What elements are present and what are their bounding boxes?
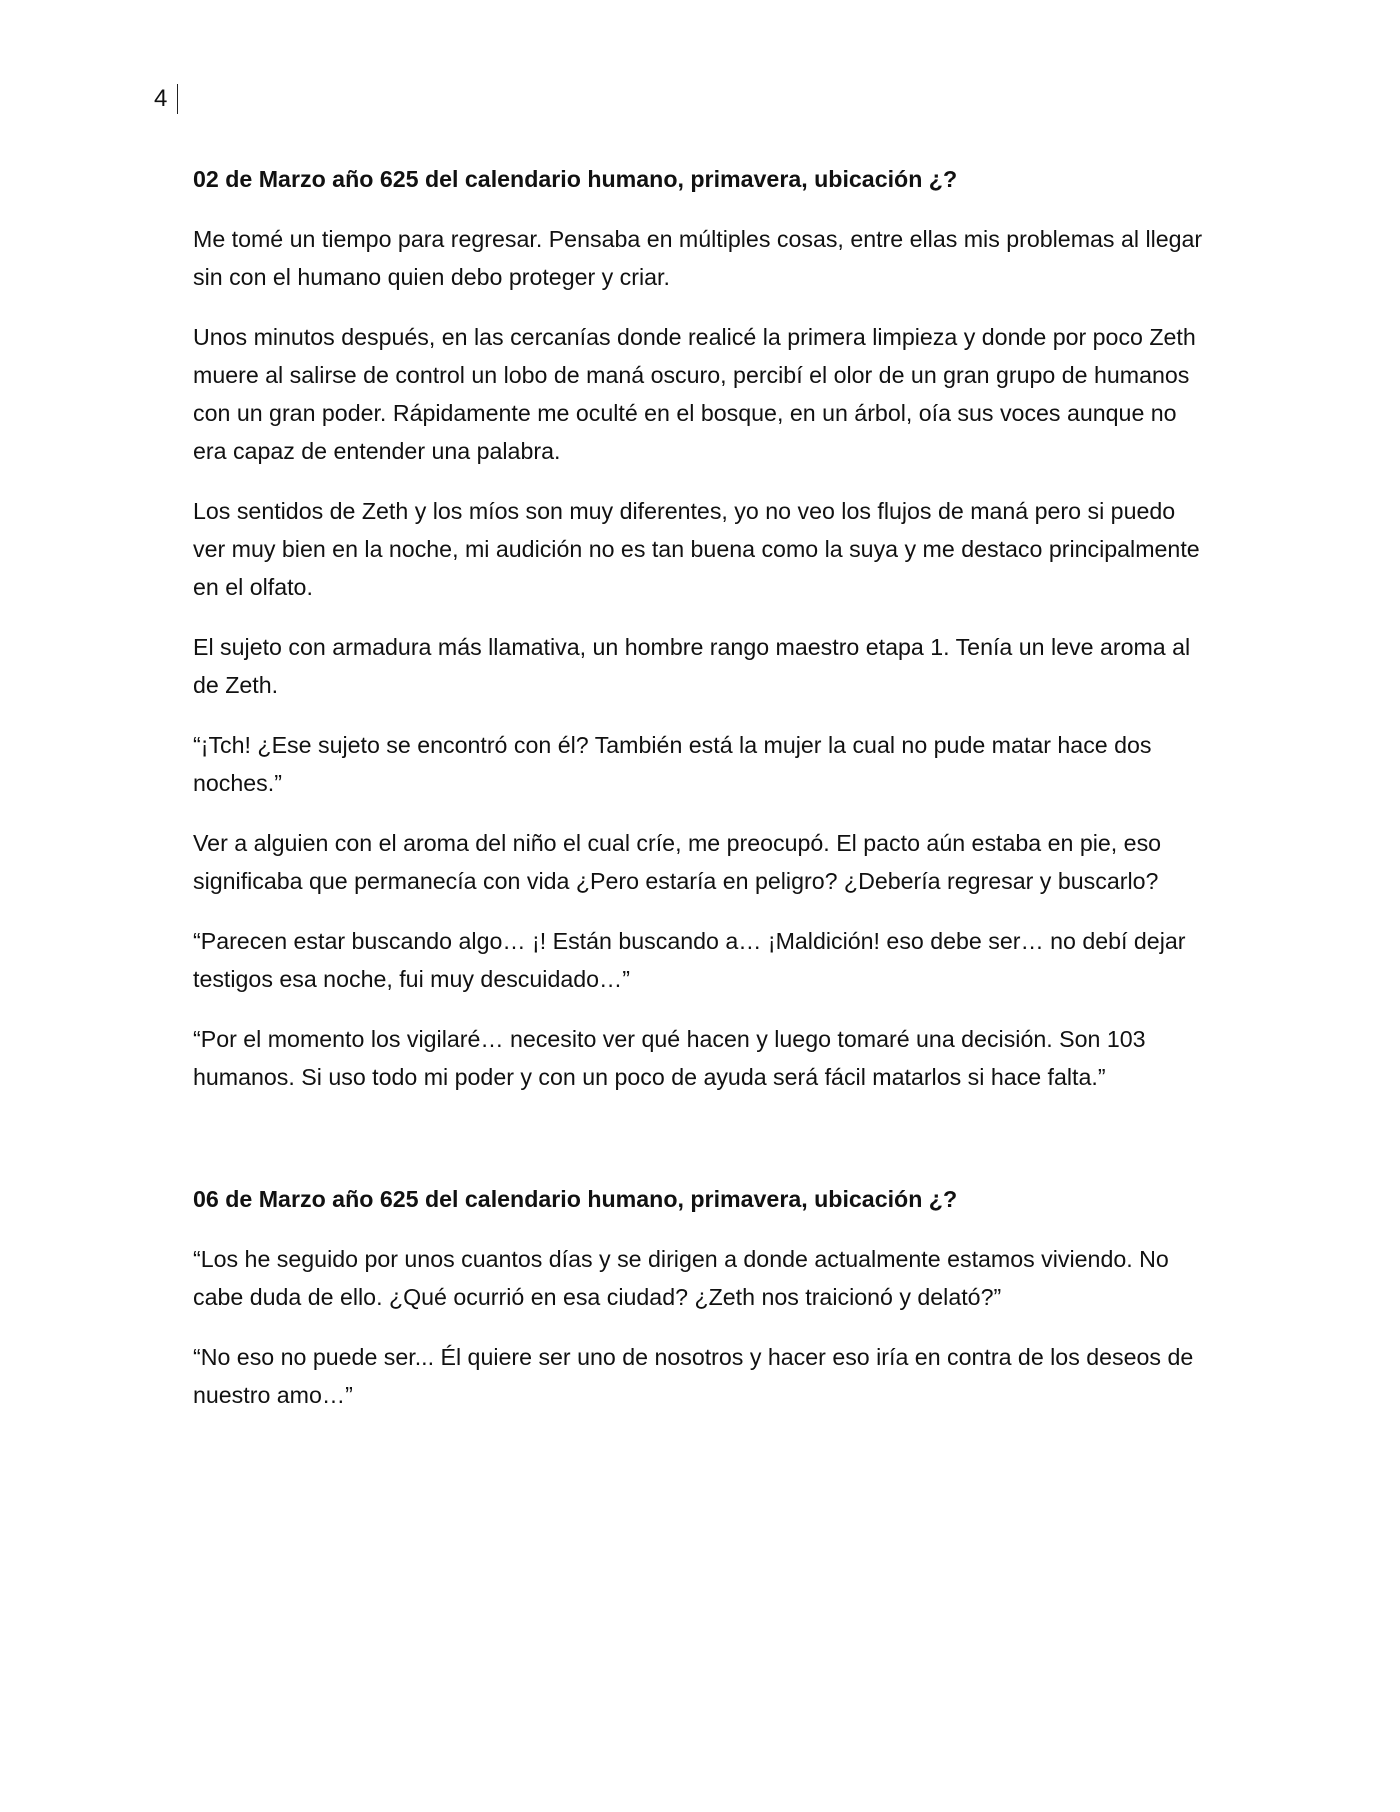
entry-heading: 02 de Marzo año 625 del calendario humano, primavera, ubicación ¿?: [193, 166, 958, 192]
paragraph: Ver a alguien con el aroma del niño el cual críe, me preocupó. El pacto aún estaba en pie, eso significaba que permanecía con vida ¿Pero estaría en peligro? ¿Debería regresar y buscarlo?: [193, 830, 1162, 894]
paragraph: Unos minutos después, en las cercanías donde realicé la primera limpieza y donde por poco Zeth muere al salirse de control un lobo de maná oscuro, percibí el olor de un gran grupo de humanos con un gran poder. Rápidamente me oculté en el bosque, en un árbol, oía sus voces aunque no era capaz de entender una palabra.: [193, 324, 1196, 464]
paragraph: “Por el momento los vigilaré… necesito ver qué hacen y luego tomaré una decisión. Son 103 humanos. Si uso todo mi poder y con un poco de ayuda será fácil matarlos si hace falta.”: [193, 1026, 1146, 1090]
paragraph: Los sentidos de Zeth y los míos son muy diferentes, yo no veo los flujos de maná pero si puedo ver muy bien en la noche, mi audición no es tan buena como la suya y me destaco principalmente en el olfato.: [193, 498, 1200, 600]
page-number: 4: [154, 84, 178, 114]
paragraph: “¡Tch! ¿Ese sujeto se encontró con él? También está la mujer la cual no pude matar hace dos noches.”: [193, 732, 1152, 796]
paragraph: “Los he seguido por unos cuantos días y se dirigen a donde actualmente estamos viviendo. No cabe duda de ello. ¿Qué ocurrió en esa ciudad? ¿Zeth nos traicionó y delató?”: [193, 1246, 1169, 1310]
paragraph: “No eso no puede ser... Él quiere ser uno de nosotros y hacer eso iría en contra de los deseos de nuestro amo…”: [193, 1344, 1194, 1408]
entry-heading: 06 de Marzo año 625 del calendario humano, primavera, ubicación ¿?: [193, 1186, 958, 1212]
diary-entry-2: [193, 1180, 1203, 1414]
paragraph: El sujeto con armadura más llamativa, un hombre rango maestro etapa 1. Tenía un leve aroma al de Zeth.: [193, 634, 1191, 698]
paragraph: “Parecen estar buscando algo… ¡! Están buscando a… ¡Maldición! eso debe ser… no debí dejar testigos esa noche, fui muy descuidado…”: [193, 928, 1186, 992]
document-body: [193, 160, 1203, 1436]
paragraph: Me tomé un tiempo para regresar. Pensaba en múltiples cosas, entre ellas mis problemas al llegar sin con el humano quien debo proteger y criar.: [193, 226, 1203, 290]
diary-entry-1: [193, 160, 1203, 1096]
